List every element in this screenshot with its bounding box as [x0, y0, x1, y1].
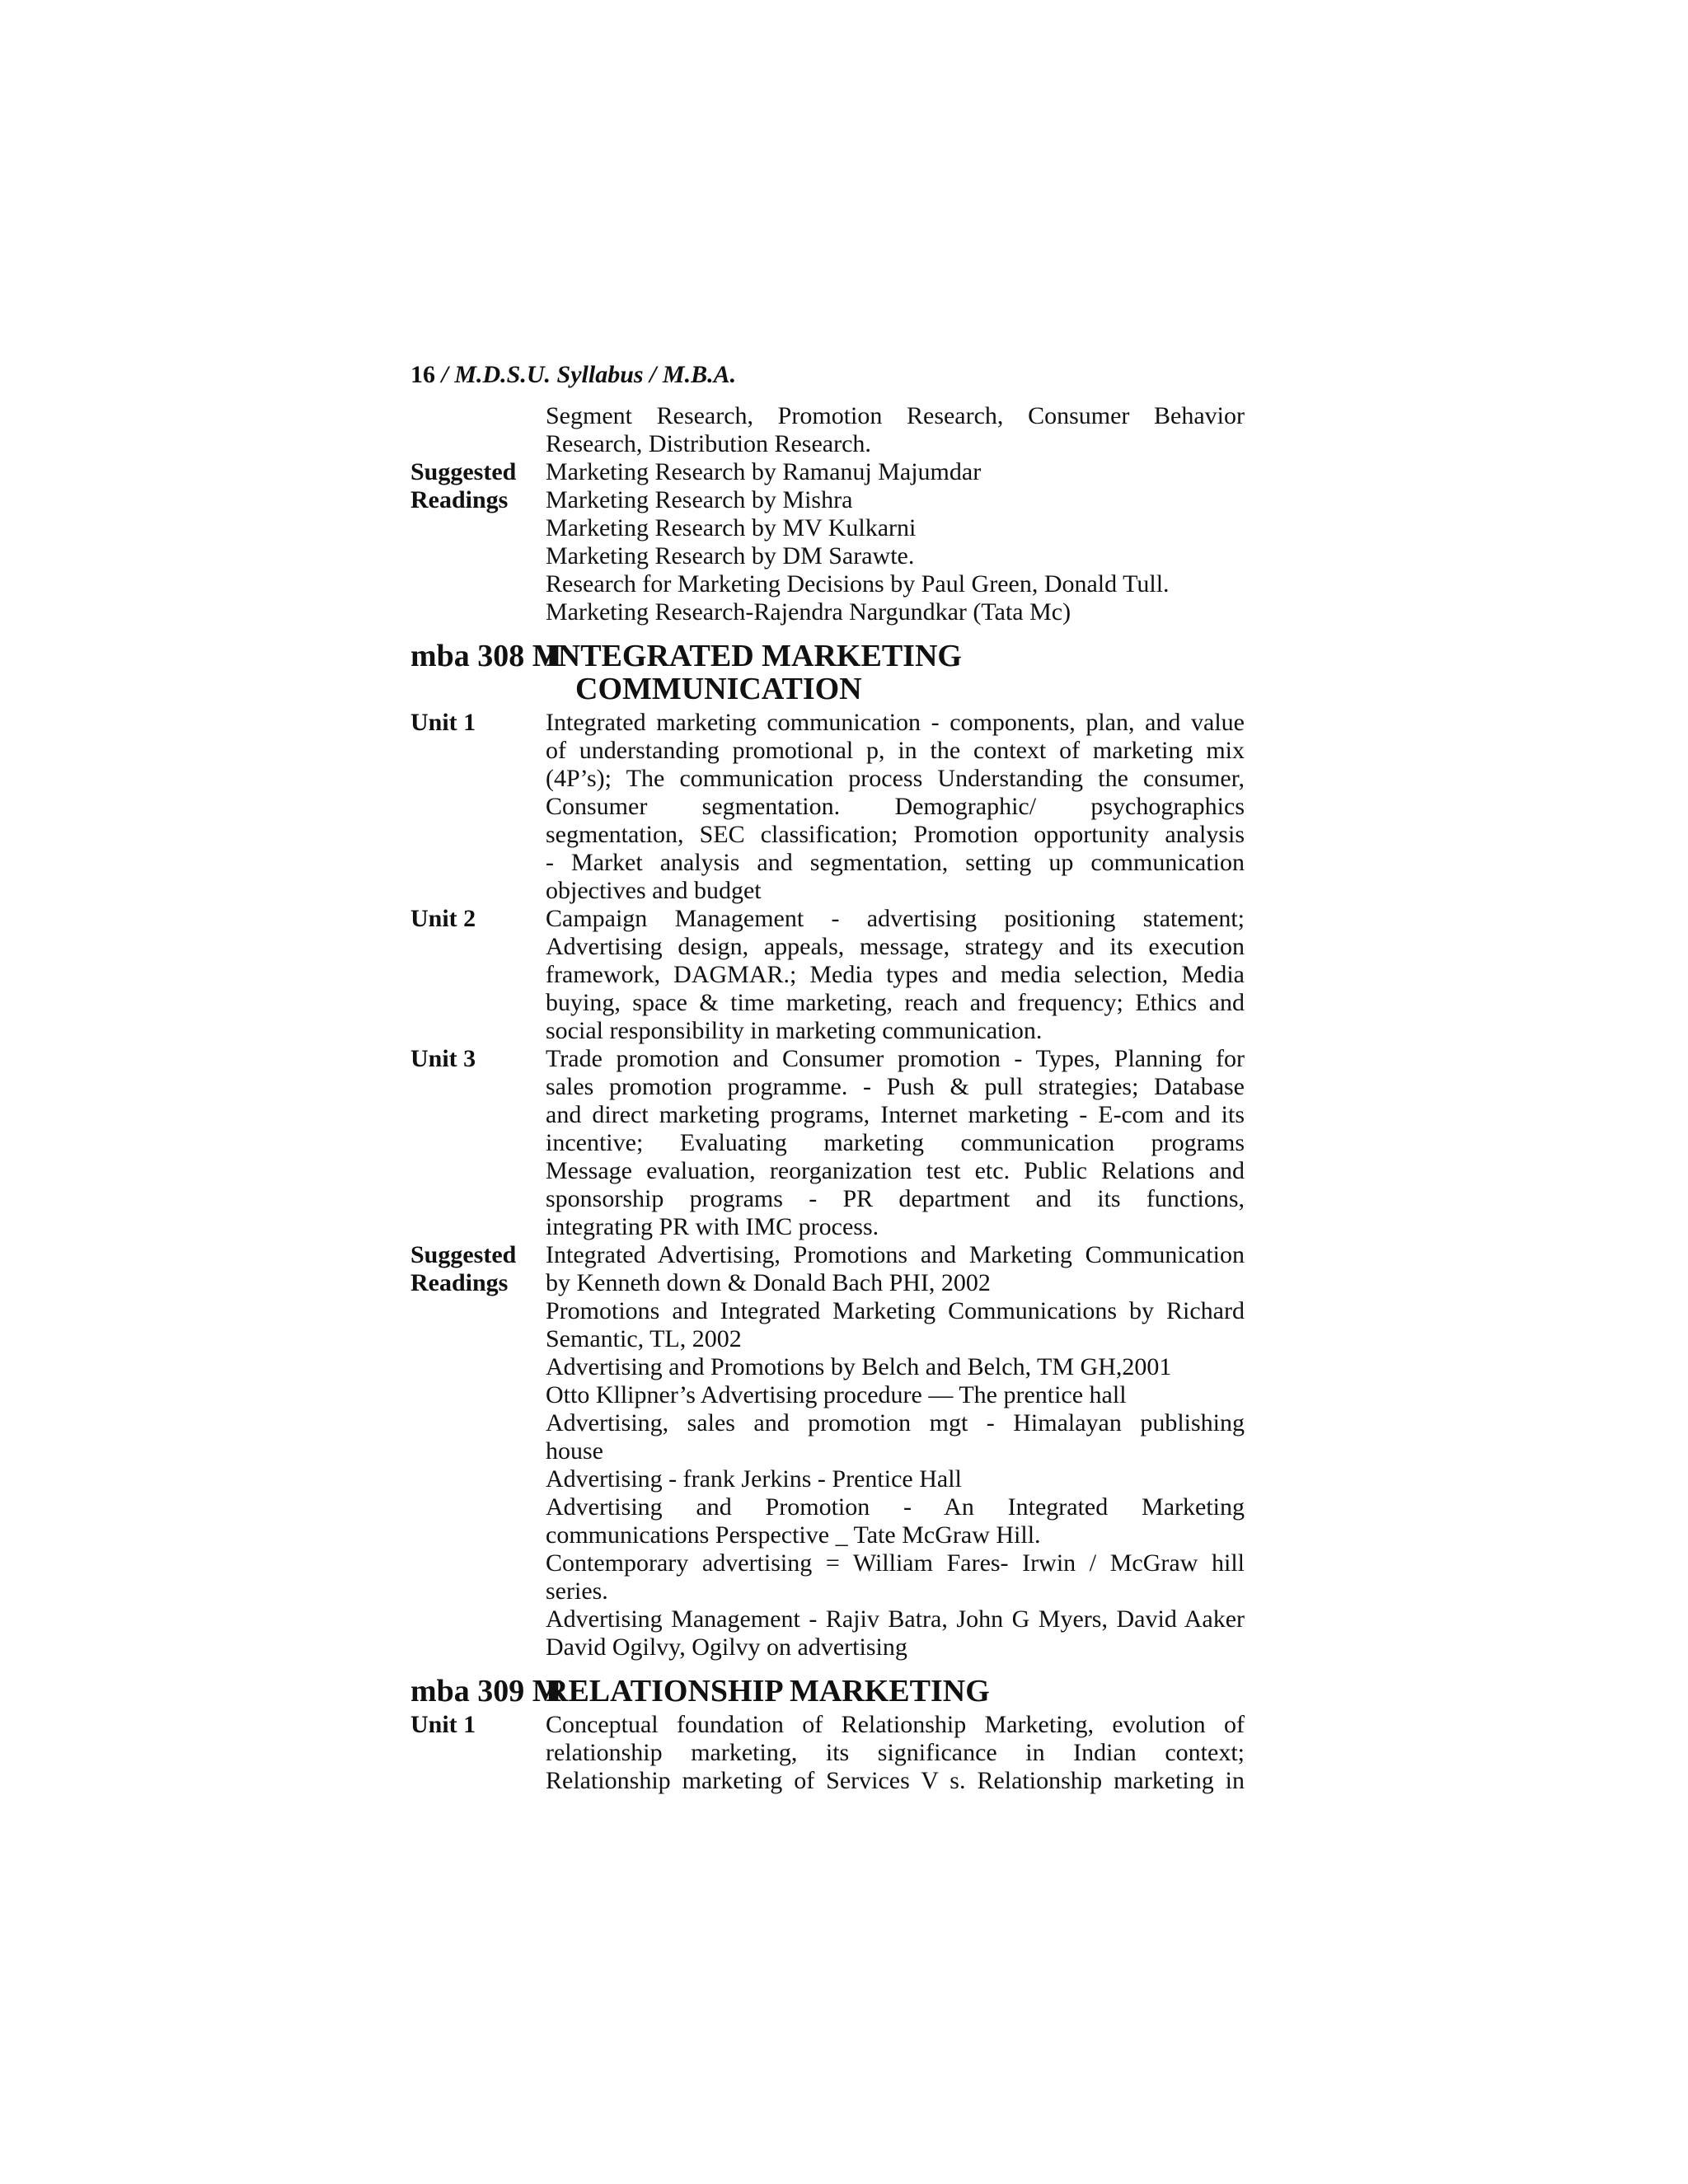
text-line: of understanding promotional p, in the context of marketing mix	[546, 737, 1245, 764]
reading-item: Marketing Research by Ramanuj Majumdar	[546, 458, 982, 485]
reading-item: David Ogilvy, Ogilvy on advertising	[546, 1633, 907, 1661]
text-line: sales promotion programme. - Push & pull strategies; Database	[546, 1073, 1245, 1100]
course-title-continued: COMMUNICATION	[575, 672, 862, 706]
text-line: Trade promotion and Consumer promotion - Types, Planning for	[546, 1045, 1245, 1072]
course-heading-309	[410, 1675, 1245, 1708]
text-line: buying, space & time marketing, reach and frequency; Ethics and	[546, 989, 1245, 1016]
reading-item: Contemporary advertising = William Fares- Irwin / McGraw hill	[546, 1549, 1245, 1577]
reading-item: Advertising Management - Rajiv Batra, John G Myers, David Aaker	[546, 1605, 1245, 1633]
text-line: Segment Research, Promotion Research, Consumer Behavior	[546, 402, 1245, 429]
course-code: mba 309 M	[410, 1674, 562, 1708]
text-line: Consumer segmentation. Demographic/ psychographics	[546, 793, 1245, 820]
text-line: Integrated marketing communication - components, plan, and value	[546, 709, 1245, 736]
reading-item: Marketing Research by MV Kulkarni	[546, 514, 917, 541]
readings-label: Suggested	[410, 1241, 517, 1268]
reading-item: Advertising and Promotion - An Integrated Marketing	[546, 1493, 1245, 1521]
text-line: Campaign Management - advertising positioning statement;	[546, 905, 1245, 932]
suggested-readings-308	[410, 1241, 1245, 1661]
reading-item: series.	[546, 1577, 608, 1605]
readings-label: Readings	[410, 486, 509, 513]
text-line: and direct marketing programs, Internet marketing - E-com and its	[546, 1101, 1245, 1128]
reading-item: house	[546, 1437, 603, 1465]
reading-item: Promotions and Integrated Marketing Communications by Richard	[546, 1297, 1245, 1324]
course-title: INTEGRATED MARKETING	[546, 639, 962, 673]
reading-item: by Kenneth down & Donald Bach PHI, 2002	[546, 1269, 991, 1296]
course-code: mba 308 M	[410, 639, 562, 673]
text-line: Conceptual foundation of Relationship Marketing, evolution of	[546, 1711, 1245, 1738]
text-line: framework, DAGMAR.; Media types and media selection, Media	[546, 961, 1245, 988]
running-header	[410, 359, 1245, 391]
reading-item: Integrated Advertising, Promotions and Marketing Communication	[546, 1241, 1245, 1268]
text-line: relationship marketing, its significance in Indian context;	[546, 1739, 1245, 1766]
text-line: Relationship marketing of Services V s. Relationship marketing in	[546, 1767, 1245, 1794]
reading-item: Research for Marketing Decisions by Paul Green, Donald Tull.	[546, 570, 1170, 598]
unit-308-2	[410, 905, 1245, 1045]
course-heading-308	[410, 640, 1245, 705]
text-line: integrating PR with IMC process.	[546, 1213, 879, 1240]
text-line: - Market analysis and segmentation, setting up communication	[546, 849, 1245, 876]
unit-label: Unit 1	[410, 709, 476, 736]
running-title: / M.D.S.U. Syllabus / M.B.A.	[435, 361, 737, 388]
text-line: incentive; Evaluating marketing communication programs	[546, 1129, 1245, 1156]
reading-item: communications Perspective _ Tate McGraw Hill.	[546, 1521, 1041, 1549]
reading-item: Semantic, TL, 2002	[546, 1325, 742, 1352]
reading-item: Advertising, sales and promotion mgt - Himalayan publishing	[546, 1409, 1245, 1436]
reading-item: Advertising - frank Jerkins - Prentice Hall	[546, 1465, 962, 1493]
unit-label: Unit 3	[410, 1045, 476, 1072]
reading-item: Otto Kllipner’s Advertising procedure — The prentice hall	[546, 1381, 1127, 1408]
text-line: (4P’s); The communication process Understanding the consumer,	[546, 765, 1245, 792]
syllabus-page	[410, 359, 1245, 1795]
unit-label: Unit 2	[410, 905, 476, 932]
text-line: sponsorship programs - PR department and its functions,	[546, 1185, 1245, 1212]
continuation-block	[410, 402, 1245, 458]
text-line: Research, Distribution Research.	[546, 430, 871, 457]
text-line: objectives and budget	[546, 877, 762, 904]
unit-308-3	[410, 1045, 1245, 1241]
suggested-readings-307	[410, 458, 1245, 626]
text-line: Message evaluation, reorganization test etc. Public Relations and	[546, 1157, 1245, 1184]
unit-309-1	[410, 1711, 1245, 1795]
reading-item: Marketing Research by DM Sarawte.	[546, 542, 915, 569]
reading-item: Marketing Research-Rajendra Nargundkar (Tata Mc)	[546, 598, 1071, 626]
unit-308-1	[410, 709, 1245, 905]
reading-item: Marketing Research by Mishra	[546, 486, 853, 513]
reading-item: Advertising and Promotions by Belch and Belch, TM GH,2001	[546, 1353, 1172, 1380]
page-number: 16	[410, 361, 435, 388]
readings-label: Suggested	[410, 458, 517, 485]
text-line: segmentation, SEC classification; Promotion opportunity analysis	[546, 821, 1245, 848]
text-line: social responsibility in marketing communication.	[546, 1017, 1043, 1044]
text-line: Advertising design, appeals, message, strategy and its execution	[546, 933, 1245, 960]
course-title: RELATIONSHIP MARKETING	[546, 1674, 990, 1708]
unit-label: Unit 1	[410, 1711, 476, 1738]
readings-label: Readings	[410, 1269, 509, 1296]
